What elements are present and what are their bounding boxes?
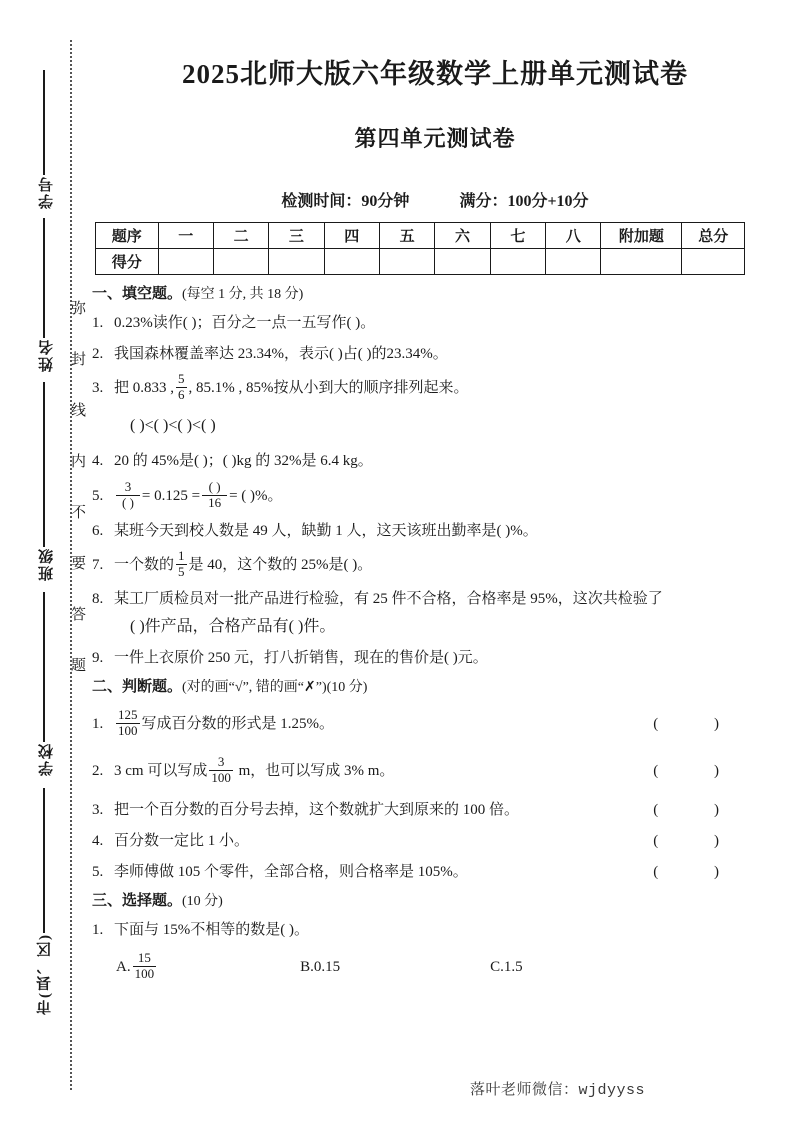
q1-3-fraction: [176, 372, 187, 401]
seal-label-class: 班级: [39, 547, 55, 581]
section-heading-true-false: [92, 675, 747, 700]
question-1-5: [92, 478, 747, 514]
q1-3-denominator: 6: [178, 386, 185, 402]
seal-divider-3: [43, 382, 45, 547]
q1-5-tail: = ( )%。: [229, 488, 283, 504]
q1-3-text-post: , 85.1% , 85%按从小到大的顺序排列起来。: [188, 380, 469, 396]
q2-3-answer-box[interactable]: ( ): [653, 802, 745, 818]
q2-2-text-pre: 3 cm 可以写成: [114, 763, 208, 779]
exam-duration: 检测时间：90分钟: [281, 193, 410, 210]
score-cell-8[interactable]: [546, 249, 601, 275]
q2-2-numerator: 3: [217, 754, 225, 770]
q1-7-denominator: 5: [178, 563, 185, 579]
choice-a-label: A.: [116, 959, 131, 975]
question-3-1: [92, 916, 747, 944]
exam-meta: [110, 188, 760, 211]
seal-label-student-id: 学号: [39, 175, 55, 209]
watermark-label: 落叶老师微信：: [470, 1082, 579, 1098]
q1-1-text: 0.23%读作( )；百分之一点一五写作( )。: [114, 315, 376, 331]
q1-1-number: 1.: [92, 315, 104, 331]
score-table: [95, 222, 745, 275]
q1-7-number: 7.: [92, 557, 104, 573]
section-3-title: 三、选择题。: [92, 893, 183, 909]
q1-6-number: 6.: [92, 523, 104, 539]
q2-3-text: 把一个百分数的百分号去掉，这个数就扩大到原来的 100 倍。: [114, 802, 520, 818]
question-1-7: [92, 548, 747, 582]
question-1-4: [92, 447, 747, 475]
seal-divider-5: [43, 788, 45, 933]
question-2-2: [92, 749, 747, 793]
q1-5-f2-numerator: ( ): [208, 479, 221, 495]
score-table-header-1: 一: [158, 223, 213, 249]
section-heading-choice: [92, 889, 747, 914]
seal-label-school: 学校: [39, 742, 55, 776]
score-cell-7[interactable]: [490, 249, 545, 275]
q1-7-text-post: 是 40，这个数的 25%是( )。: [188, 557, 373, 573]
section-2-title: 二、判断题。: [92, 679, 183, 695]
score-table-header-5: 五: [379, 223, 434, 249]
q3-1-text: 下面与 15%不相等的数是( )。: [114, 922, 309, 938]
q2-1-number: 1.: [92, 716, 104, 732]
score-table-header-8: 八: [546, 223, 601, 249]
score-table-header-6: 六: [435, 223, 490, 249]
choice-a-numerator: 15: [137, 950, 151, 966]
q2-1-numerator: 125: [118, 707, 138, 723]
watermark-wechat-id: wjdyyss: [578, 1082, 646, 1099]
q1-7-fraction: [176, 549, 187, 578]
page-title: 2025北师大版六年级数学上册单元测试卷: [182, 59, 688, 89]
q1-3-text-pre: 把 0.833 ,: [114, 380, 175, 396]
section-heading-fill-in: [92, 282, 747, 307]
q2-5-text: 李师傅做 105 个零件，全部合格，则合格率是 105%。: [114, 864, 468, 880]
q2-3-number: 3.: [92, 802, 104, 818]
q1-3-numerator: 5: [178, 371, 185, 387]
q2-5-answer-box[interactable]: ( ): [653, 864, 745, 880]
paper-content: [92, 282, 747, 987]
q1-3-number: 3.: [92, 380, 104, 396]
question-3-1-choices: [92, 947, 747, 987]
q2-2-text-post: m，也可以写成 3% m。: [234, 763, 395, 779]
seal-divider-4: [43, 592, 45, 742]
q2-2-answer-box[interactable]: ( ): [653, 763, 745, 779]
choice-a-denominator: 100: [134, 965, 155, 981]
q1-7-numerator: 1: [178, 548, 185, 564]
question-1-3-answer-line[interactable]: ( )<( )<( )<( ): [130, 417, 216, 434]
q1-5-fraction-2: [202, 480, 227, 509]
exam-full-score: 满分：100分+10分: [459, 193, 589, 210]
q1-7-text-pre: 一个数的: [114, 557, 175, 573]
choice-b[interactable]: B.0.15: [300, 959, 341, 975]
choice-a-fraction: [133, 951, 157, 980]
choice-a[interactable]: [116, 947, 158, 987]
q1-5-f1-numerator: 3: [124, 479, 132, 495]
score-table-header-2: 二: [213, 223, 268, 249]
table-row-score: [96, 249, 745, 275]
question-1-6: [92, 517, 747, 545]
q2-1-text-post: 写成百分数的形式是 1.25%。: [141, 716, 334, 732]
question-1-3: [92, 371, 747, 405]
seal-divider-2: [43, 218, 45, 338]
q2-4-answer-box[interactable]: ( ): [653, 833, 745, 849]
seal-label-name: 姓名: [39, 338, 55, 372]
q2-2-fraction: [209, 755, 233, 784]
watermark: [470, 1078, 645, 1099]
score-table-header-7: 七: [490, 223, 545, 249]
q1-5-f1-denominator: ( ): [116, 495, 140, 510]
q2-1-denominator: 100: [118, 722, 138, 738]
q1-5-f2-denominator: 16: [202, 495, 227, 510]
q3-1-number: 1.: [92, 922, 104, 938]
choice-c[interactable]: C.1.5: [490, 959, 523, 975]
score-cell-6[interactable]: [435, 249, 490, 275]
section-1-title: 一、填空题。: [92, 286, 183, 302]
seal-divider-1: [43, 70, 45, 175]
score-table-header-10: 总分: [682, 223, 745, 249]
score-cell-5[interactable]: [379, 249, 434, 275]
score-cell-extra[interactable]: [601, 249, 682, 275]
q1-4-text: 20 的 45%是( )；( )kg 的 32%是 6.4 kg。: [114, 453, 373, 469]
q1-6-text: 某班今天到校人数是 49 人，缺勤 1 人，这天该班出勤率是( )%。: [114, 523, 538, 539]
q2-2-denominator: 100: [211, 769, 231, 785]
q1-8-number: 8.: [92, 591, 104, 607]
section-3-points: (10 分): [182, 894, 223, 909]
q1-5-fraction-1: [116, 480, 140, 509]
score-table-header-0: 题序: [96, 223, 159, 249]
section-1-points: (每空 1 分, 共 18 分): [182, 287, 304, 302]
seal-label-city-district: 市(县、区): [37, 933, 53, 1015]
q2-4-text: 百分数一定比 1 小。: [114, 833, 250, 849]
q2-5-number: 5.: [92, 864, 104, 880]
q1-2-number: 2.: [92, 346, 104, 362]
question-1-2: [92, 340, 747, 368]
q1-8-text: 某工厂质检员对一批产品进行检验，有 25 件不合格，合格率是 95%，这次共检验了: [114, 591, 663, 607]
section-2-points: (对的画“√”, 错的画“✗”)(10 分): [182, 680, 368, 695]
page-subtitle: 第四单元测试卷: [354, 126, 516, 151]
q1-5-middle: = 0.125 =: [141, 488, 201, 504]
table-row-header: [96, 223, 745, 249]
q2-1-answer-box[interactable]: ( ): [653, 716, 745, 732]
score-table-row-label: 得分: [96, 249, 159, 275]
question-1-1: [92, 309, 747, 337]
q1-9-text: 一件上衣原价 250 元，打八折销售，现在的售价是( )元。: [114, 650, 488, 666]
question-1-9: [92, 644, 747, 672]
score-table-header-4: 四: [324, 223, 379, 249]
score-cell-4[interactable]: [324, 249, 379, 275]
question-2-1: [92, 702, 747, 746]
score-cell-total[interactable]: [682, 249, 745, 275]
question-2-4: [92, 827, 747, 855]
q1-4-number: 4.: [92, 453, 104, 469]
score-table-header-3: 三: [269, 223, 324, 249]
q2-1-fraction: [116, 708, 140, 737]
q1-5-number: 5.: [92, 488, 104, 504]
q1-2-text: 我国森林覆盖率达 23.34%，表示( )占( )的23.34%。: [114, 346, 448, 362]
q2-2-number: 2.: [92, 763, 104, 779]
score-cell-2[interactable]: [213, 249, 268, 275]
q1-9-number: 9.: [92, 650, 104, 666]
question-2-5: [92, 858, 747, 886]
score-cell-1[interactable]: [158, 249, 213, 275]
score-cell-3[interactable]: [269, 249, 324, 275]
question-1-8: [92, 585, 747, 613]
q2-4-number: 4.: [92, 833, 104, 849]
question-2-3: [92, 796, 747, 824]
seal-notice-text: 弥封线内不要答题: [69, 300, 85, 708]
score-table-header-9: 附加题: [601, 223, 682, 249]
question-1-8-continuation: ( )件产品，合格产品有( )件。: [130, 618, 336, 635]
